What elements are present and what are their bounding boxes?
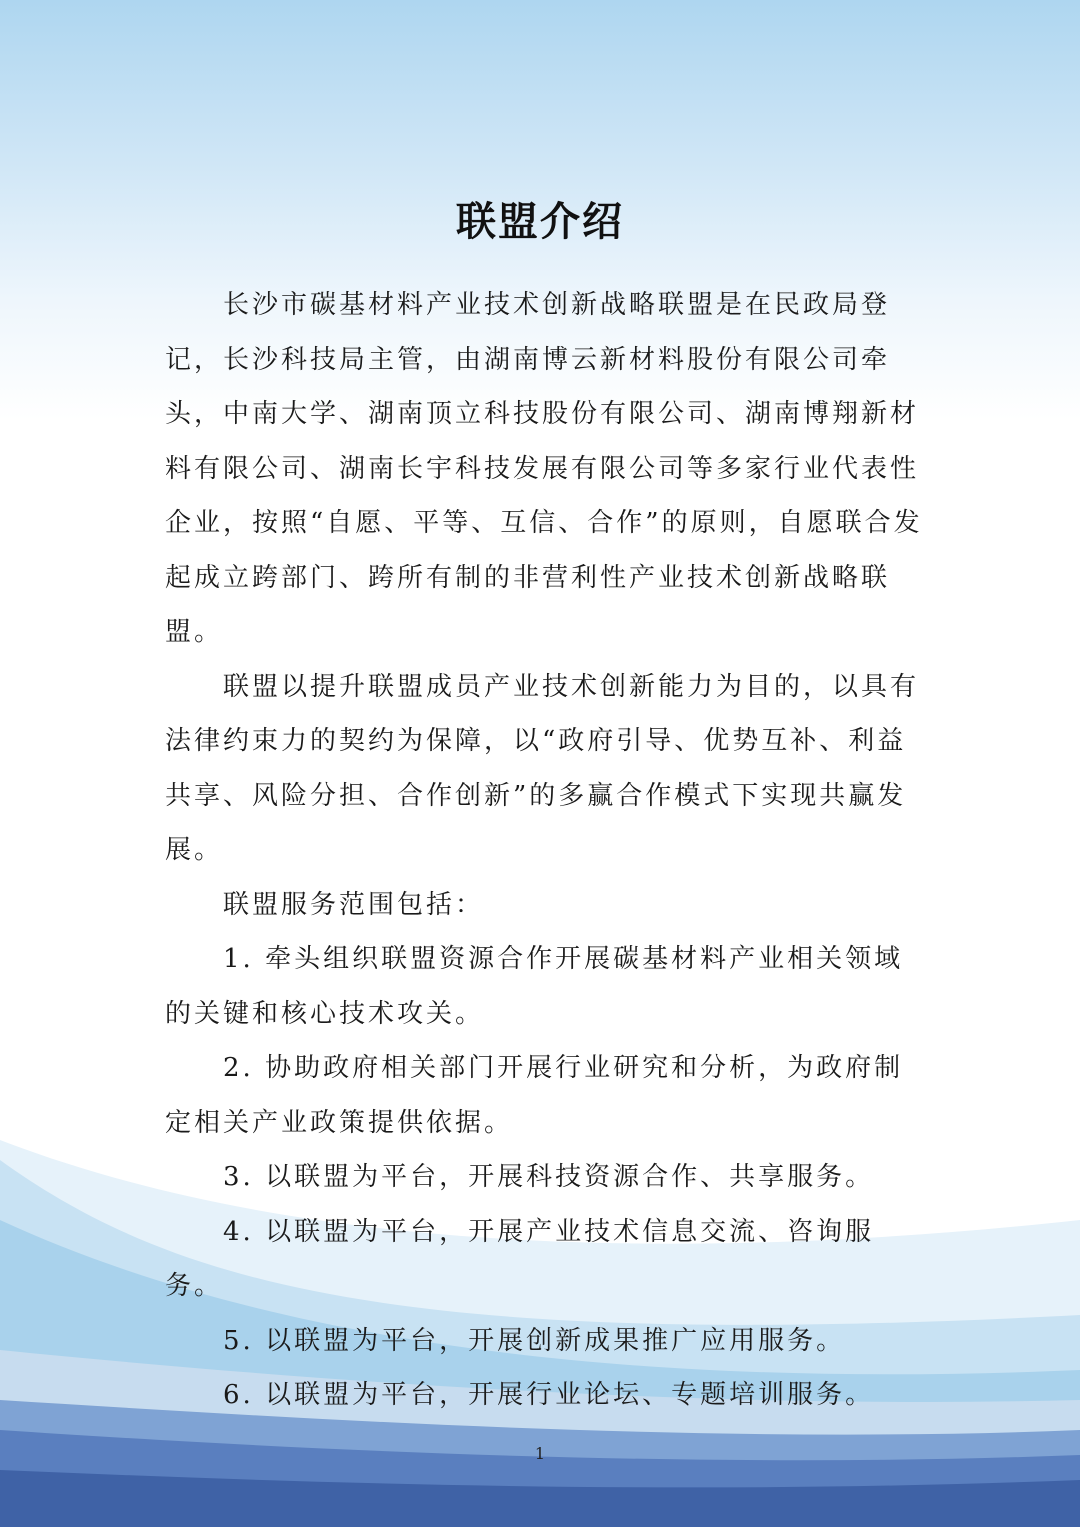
paragraph-intro: 长沙市碳基材料产业技术创新战略联盟是在民政局登记，长沙科技局主管，由湖南博云新材料股份有限公司牵头，中南大学、湖南顶立科技股份有限公司、湖南博翔新材料有限公司、湖南长宇科技发展有限公司等多家行业代表性企业，按照“自愿、平等、互信、合作”的原则，自愿联合发起成立跨部门、跨所有制的非营利性产业技术创新战略联盟。 [165,290,923,647]
list-item-1: 1. 牵头组织联盟资源合作开展碳基材料产业相关领域的关键和核心技术攻关。 [165,944,904,1029]
document-body [165,278,925,1423]
page-title: 联盟介绍 [456,199,624,245]
list-item-4: 4. 以联盟为平台，开展产业技术信息交流、咨询服务。 [165,1216,875,1301]
list-item-2: 2. 协助政府相关部门开展行业研究和分析，为政府制定相关产业政策提供依据。 [165,1053,904,1138]
list-item-3: 3. 以联盟为平台，开展科技资源合作、共享服务。 [223,1162,875,1192]
paragraph-purpose: 联盟以提升联盟成员产业技术创新能力为目的，以具有法律约束力的契约为保障，以“政府引导、优势互补、利益共享、风险分担、合作创新”的多赢合作模式下实现共赢发展。 [165,671,920,865]
list-item-6: 6. 以联盟为平台，开展行业论坛、专题培训服务。 [223,1380,875,1410]
page-number: 1 [534,1444,546,1463]
list-item-5: 5. 以联盟为平台，开展创新成果推广应用服务。 [223,1325,846,1356]
paragraph-scope-heading: 联盟服务范围包括： [223,889,485,920]
